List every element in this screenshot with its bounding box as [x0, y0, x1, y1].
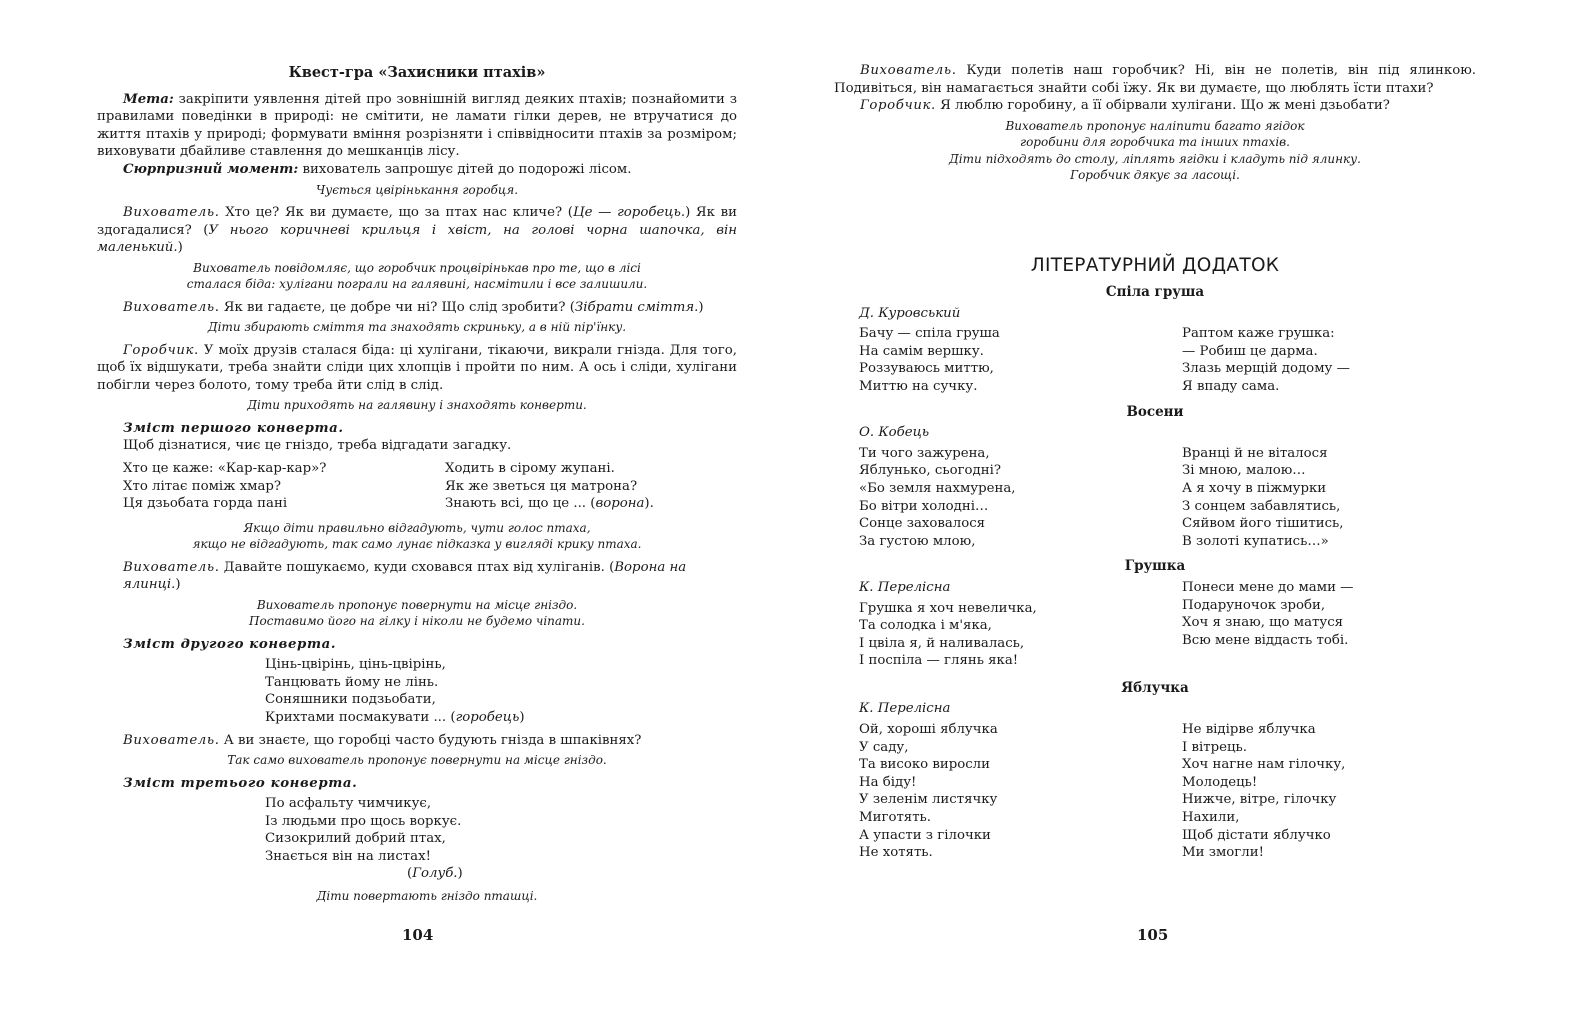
right-page-content	[834, 62, 1476, 862]
poem-author: К. Перелісна	[859, 579, 951, 595]
dialogue-sparrow: Горобчик. У моїх друзів сталася біда: ці хулігани, тікаючи, викрали гнізда. Для того, щоб їх відшукати, треба знайти сліди цих хлопців і пройти по ним. А ось і сліди, хулігани побігли через болото, тому треба йти слід в слід.	[97, 342, 737, 393]
poem-title: Спіла груша	[1105, 284, 1205, 300]
page-105	[793, 0, 1587, 1020]
poem-title: Восени	[1126, 403, 1184, 420]
envelope-2-heading: Зміст другого конверта.	[123, 636, 337, 652]
dialogue-educator: Вихователь. Хто це? Як ви думаєте, що за птах нас кличе? (Це — горобець.) Як ви здогадалися? (У нього коричневі крильця і хвіст, на голові чорна шапочка, він маленький.)	[97, 204, 738, 256]
envelope-3-heading: Зміст третього конверта.	[123, 775, 358, 791]
stage-note: Вихователь повідомляє, що горобчик процвірінькав про те, що в лісі сталася біда: хулігани пограли на галявині, насмітили і все залишили.	[186, 260, 648, 292]
page-number-right: 105	[1137, 926, 1169, 944]
stage-note: Діти збирають сміття та знаходять скриньку, а в ній пір'їнку.	[207, 320, 627, 335]
poem-spila-grusha: Бачу — спіла груша На самім вершку. Роззуваюсь миттю, Миттю на сучку. Раптом каже грушка: — Робиш це дарма. Злазь мерщій додому — Я впаду сама.	[859, 326, 1350, 394]
riddle-1-col-2: Ходить в сірому жупані. Як же зветься ця матрона? Знають всі, що це ... (ворона).	[445, 460, 654, 512]
surprise-paragraph: Сюрпризний момент: вихователь запрошує дітей до подорожі лісом.	[123, 161, 632, 177]
dialogue-educator: Вихователь. Давайте пошукаємо, куди сховався птах від хуліганів. (Ворона на ялинці.)	[123, 559, 687, 593]
envelope-1-intro: Щоб дізнатися, чиє це гніздо, треба відгадати загадку.	[123, 438, 512, 454]
poem-yabluchka: Ой, хороші яблучка У саду, Та високо виросли На біду! У зеленім листячку Миготять. А упасти з гілочки Не хотять. Не відірве яблучка І вітрець. Хоч нагне нам гілочку, Молодець! Нижче, вітре, гілочку Нахили, Щоб дістати яблучко Ми змогли!	[859, 722, 1346, 861]
riddle-3: По асфальту чимчикує, Із людьми про щось воркує. Сизокрилий добрий птах, Знається він на листах! (Голуб.)	[97, 795, 737, 883]
poem-author: Д. Куровський	[859, 305, 961, 321]
riddle-1-col-1: Хто це каже: «Кар-кар-кар»? Хто літає поміж хмар? Ця дзьобата горда пані	[123, 460, 327, 512]
envelope-1-heading: Зміст першого конверта.	[123, 420, 344, 436]
page-number-left: 104	[402, 926, 434, 944]
poem-title: Яблучка	[1121, 679, 1189, 696]
poem-voseny: Ти чого зажурена, Яблунько, сьогодні? «Бо земля нахмурена, Бо вітри холодні… Сонце заховалося За густою млою, Вранці й не віталося Зі мною, малою… А я хочу в піжмурки З сонцем забавлятись, Сяйвом його тішитись, В золоті купатись…»	[859, 445, 1344, 549]
stage-note: Якщо діти правильно відгадують, чути голос птаха, якщо не відгадують, так само лунає підказка у вигляді крику птаха.	[192, 520, 642, 552]
stage-note: Так само вихователь пропонує повернути на місце гніздо.	[227, 753, 607, 768]
dialogue-educator: Вихователь. Як ви гадаєте, це добре чи ні? Що слід зробити? (Зібрати сміття.)	[123, 299, 704, 315]
left-page-content	[97, 64, 737, 910]
dialogue-educator: Вихователь. А ви знаєте, що горобці часто будують гнізда в шпаківнях?	[123, 732, 642, 748]
riddle-3-answer: (Голуб.)	[407, 866, 463, 882]
stage-note: Вихователь пропонує повернути на місце гніздо. Поставимо його на гілку і ніколи не будемо чіпати.	[249, 597, 585, 629]
section-title: ЛІТЕРАТУРНИЙ ДОДАТОК	[1030, 255, 1280, 277]
quest-title: Квест-гра «Захисники птахів»	[288, 64, 546, 81]
stage-note: Чується цвірінькання горобця.	[315, 182, 519, 197]
stage-note: Вихователь пропонує наліпити багато ягідок горобини для горобчика та інших птахів. Діти підходять до столу, ліплять ягідки і кладуть під ялинку. Горобчик дякує за ласощі.	[949, 118, 1361, 182]
stage-note: Діти приходять на галявину і знаходять конверти.	[247, 398, 587, 413]
poem-title: Грушка	[1124, 558, 1186, 575]
stage-note: Діти повертають гніздо пташці.	[316, 889, 538, 904]
goal-paragraph: Мета: закріпити уявлення дітей про зовнішній вигляд деяких птахів; познайомити з правилами поведінки в природі: не смітити, не ламати гілки дерев, не втручатися до життя птахів у природі; формувати вміння розрізняти і співвідносити птахів за розміром; виховувати дбайливе ставлення до мешканців лісу.	[97, 91, 737, 160]
dialogue-educator: Вихователь. Куди полетів наш горобчик? Ні, він не полетів, він під ялинкою. Подивіться, він намагається знайти собі їжу. Як ви думаєте, що люблять їсти птахи?	[834, 63, 1476, 96]
poem-author: О. Кобець	[859, 425, 930, 441]
poem-author: К. Перелісна	[859, 701, 951, 717]
riddle-1	[97, 460, 737, 513]
dialogue-sparrow: Горобчик. Я люблю горобину, а її обірвали хулігани. Що ж мені дзьобати?	[860, 98, 1390, 114]
riddle-2: Цінь-цвірінь, цінь-цвірінь, Танцювать йому не лінь. Соняшники подзьобати, Крихтами посмакувати ... (горобець)	[265, 657, 525, 725]
poem-grushka: К. Перелісна Грушка я хоч невеличка, Та солодка і м'яка, І цвіла я, й наливалась, І поспіла — глянь яка! Понеси мене до мами — Подаруночок зроби, Хоч я знаю, що матуся Всю мене віддасть тобі.	[859, 579, 1354, 669]
page-104	[0, 0, 793, 1020]
